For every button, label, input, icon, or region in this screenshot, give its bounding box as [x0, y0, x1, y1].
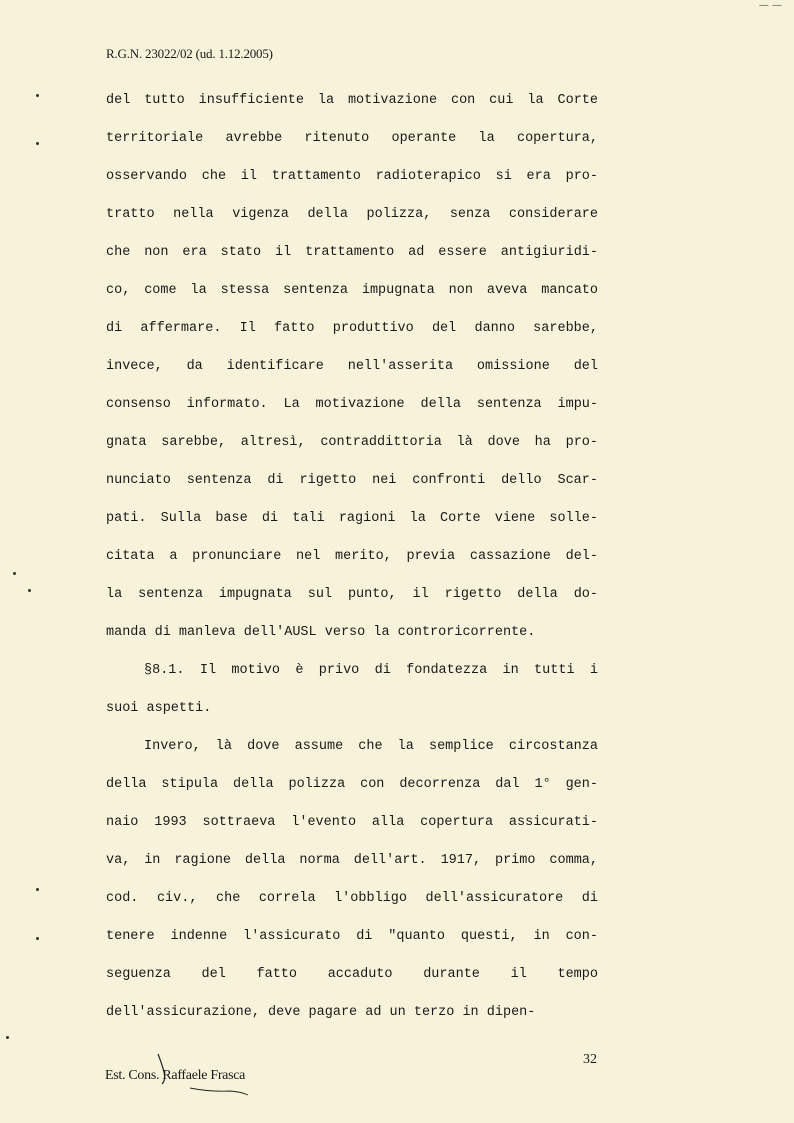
- text-line: cod. civ., che correla l'obbligo dell'assicuratore di: [106, 891, 598, 906]
- signature-label: Est. Cons. Raffaele Frasca: [105, 1068, 246, 1083]
- corner-mark: — —: [758, 0, 782, 11]
- text-line: co, come la stessa sentenza impugnata non aveva mancato: [106, 283, 598, 298]
- text-line: gnata sarebbe, altresì, contraddittoria là dove ha pro-: [106, 435, 598, 450]
- text-line: nunciato sentenza di rigetto nei confronti dello Scar-: [106, 473, 598, 488]
- scan-speck: [28, 589, 31, 592]
- text-line: la sentenza impugnata sul punto, il rigetto della do-: [106, 587, 598, 602]
- text-line: tenere indenne l'assicurato di "quanto questi, in con-: [106, 929, 598, 944]
- text-line: dell'assicurazione, deve pagare ad un terzo in dipen-: [106, 1005, 536, 1020]
- text-line: consenso informato. La motivazione della sentenza impu-: [106, 397, 598, 412]
- scan-speck: [36, 94, 39, 97]
- text-line: di affermare. Il fatto produttivo del danno sarebbe,: [106, 321, 598, 336]
- text-line: territoriale avrebbe ritenuto operante la copertura,: [106, 131, 598, 146]
- text-line: pati. Sulla base di tali ragioni la Corte viene solle-: [106, 511, 598, 526]
- text-line: va, in ragione della norma dell'art. 1917, primo comma,: [106, 853, 598, 868]
- text-line: invece, da identificare nell'asserita omissione del: [106, 359, 598, 374]
- text-line: suoi aspetti.: [106, 701, 212, 716]
- text-line: del tutto insufficiente la motivazione con cui la Corte: [106, 93, 598, 108]
- scan-speck: [36, 142, 39, 145]
- text-line: Invero, là dove assume che la semplice circostanza: [144, 739, 598, 754]
- text-line: citata a pronunciare nel merito, previa cassazione del-: [106, 549, 598, 564]
- case-reference-header: R.G.N. 23022/02 (ud. 1.12.2005): [106, 46, 273, 61]
- body-text: [106, 88, 598, 1038]
- scan-speck: [36, 937, 39, 940]
- scan-speck: [36, 888, 39, 891]
- text-line: seguenza del fatto accaduto durante il tempo: [106, 967, 598, 982]
- text-line: §8.1. Il motivo è privo di fondatezza in tutti i: [144, 663, 598, 678]
- text-line: tratto nella vigenza della polizza, senza considerare: [106, 207, 598, 222]
- text-line: della stipula della polizza con decorrenza dal 1° gen-: [106, 777, 598, 792]
- page-number: 32: [583, 1052, 597, 1067]
- text-line: naio 1993 sottraeva l'evento alla copertura assicurati-: [106, 815, 598, 830]
- text-line: manda di manleva dell'AUSL verso la controricorrente.: [106, 625, 536, 640]
- scan-speck: [13, 572, 16, 575]
- text-line: osservando che il trattamento radioterapico si era pro-: [106, 169, 598, 184]
- text-line: che non era stato il trattamento ad essere antigiuridi-: [106, 245, 598, 260]
- scan-speck: [6, 1036, 9, 1039]
- handwritten-signature-icon: [150, 1050, 260, 1100]
